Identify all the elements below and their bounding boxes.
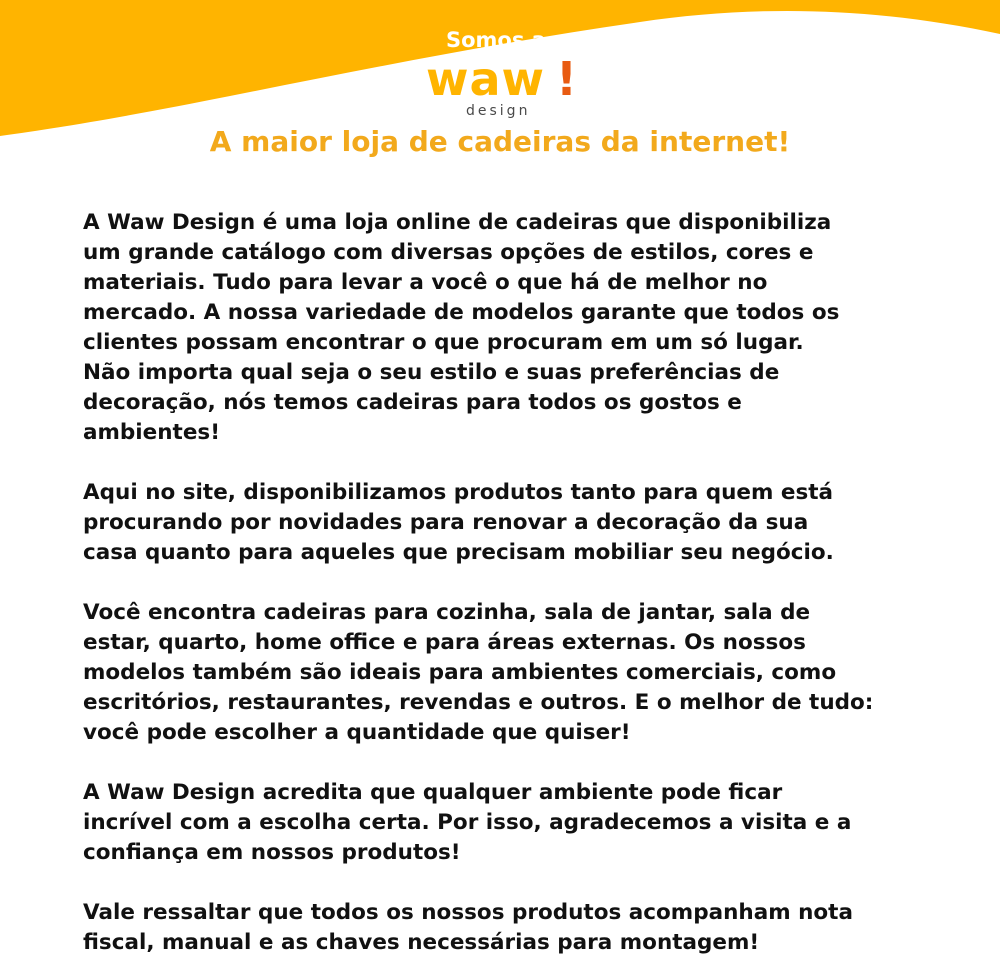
waw-design-logo[interactable] xyxy=(420,54,590,120)
text-line: fiscal, manual e as chaves necessárias para montagem! xyxy=(83,930,760,955)
text-line: A Waw Design acredita que qualquer ambiente pode ficar xyxy=(83,780,783,805)
paragraph-site-products xyxy=(83,478,963,568)
page-headline: A maior loja de cadeiras da internet! xyxy=(209,125,791,158)
paragraph-spacer xyxy=(83,448,963,478)
text-line: casa quanto para aqueles que precisam mobiliar seu negócio. xyxy=(83,540,834,565)
text-lead: A xyxy=(83,210,108,235)
text-rest: é uma loja online de cadeiras que disponibiliza xyxy=(255,210,832,235)
text-line: escritórios, restaurantes, revendas e outros. E o melhor de tudo: xyxy=(83,690,874,715)
text-line: Você encontra cadeiras para cozinha, sala de jantar, sala de xyxy=(83,600,811,625)
logo-wordmark: waw xyxy=(426,52,546,106)
text-line: clientes possam encontrar o que procuram em um só lugar. xyxy=(83,330,804,355)
text-line: estar, quarto, home office e para áreas externas. Os nossos xyxy=(83,630,806,655)
hero-header xyxy=(0,0,1000,170)
text-line: confiança em nossos produtos! xyxy=(83,840,461,865)
paragraph-environments xyxy=(83,598,963,748)
logo-subtitle: design xyxy=(466,103,531,119)
text-line: incrível com a escolha certa. Por isso, agradecemos a visita e a xyxy=(83,810,852,835)
text-line: Vale ressaltar que todos os nossos produtos acompanham nota xyxy=(83,900,853,925)
paragraph-spacer xyxy=(83,748,963,778)
text-line: um grande catálogo com diversas opções de estilos, cores e xyxy=(83,240,814,265)
paragraph-spacer xyxy=(83,868,963,898)
paragraph-spacer xyxy=(83,568,963,598)
brand-name: Waw Design xyxy=(107,210,256,235)
intro-text: Somos a xyxy=(446,28,546,52)
text-line: modelos também são ideais para ambientes comerciais, como xyxy=(83,660,837,685)
text-line: decoração, nós temos cadeiras para todos os gostos e xyxy=(83,390,742,415)
paragraph-thanks xyxy=(83,778,963,868)
paragraph-assembly-note xyxy=(83,898,963,958)
text-line xyxy=(83,208,963,238)
text-line: materiais. Tudo para levar a você o que há de melhor no xyxy=(83,270,768,295)
text-line: ambientes! xyxy=(83,420,221,445)
text-line: mercado. A nossa variedade de modelos garante que todos os xyxy=(83,300,840,325)
text-line: Aqui no site, disponibilizamos produtos tanto para quem está xyxy=(83,480,834,505)
text-line: procurando por novidades para renovar a decoração da sua xyxy=(83,510,809,535)
paragraph-intro xyxy=(83,208,963,448)
text-line: Não importa qual seja o seu estilo e suas preferências de xyxy=(83,360,780,385)
text-line: você pode escolher a quantidade que quiser! xyxy=(83,720,631,745)
about-content xyxy=(83,208,963,958)
logo-exclamation: ! xyxy=(556,52,577,106)
